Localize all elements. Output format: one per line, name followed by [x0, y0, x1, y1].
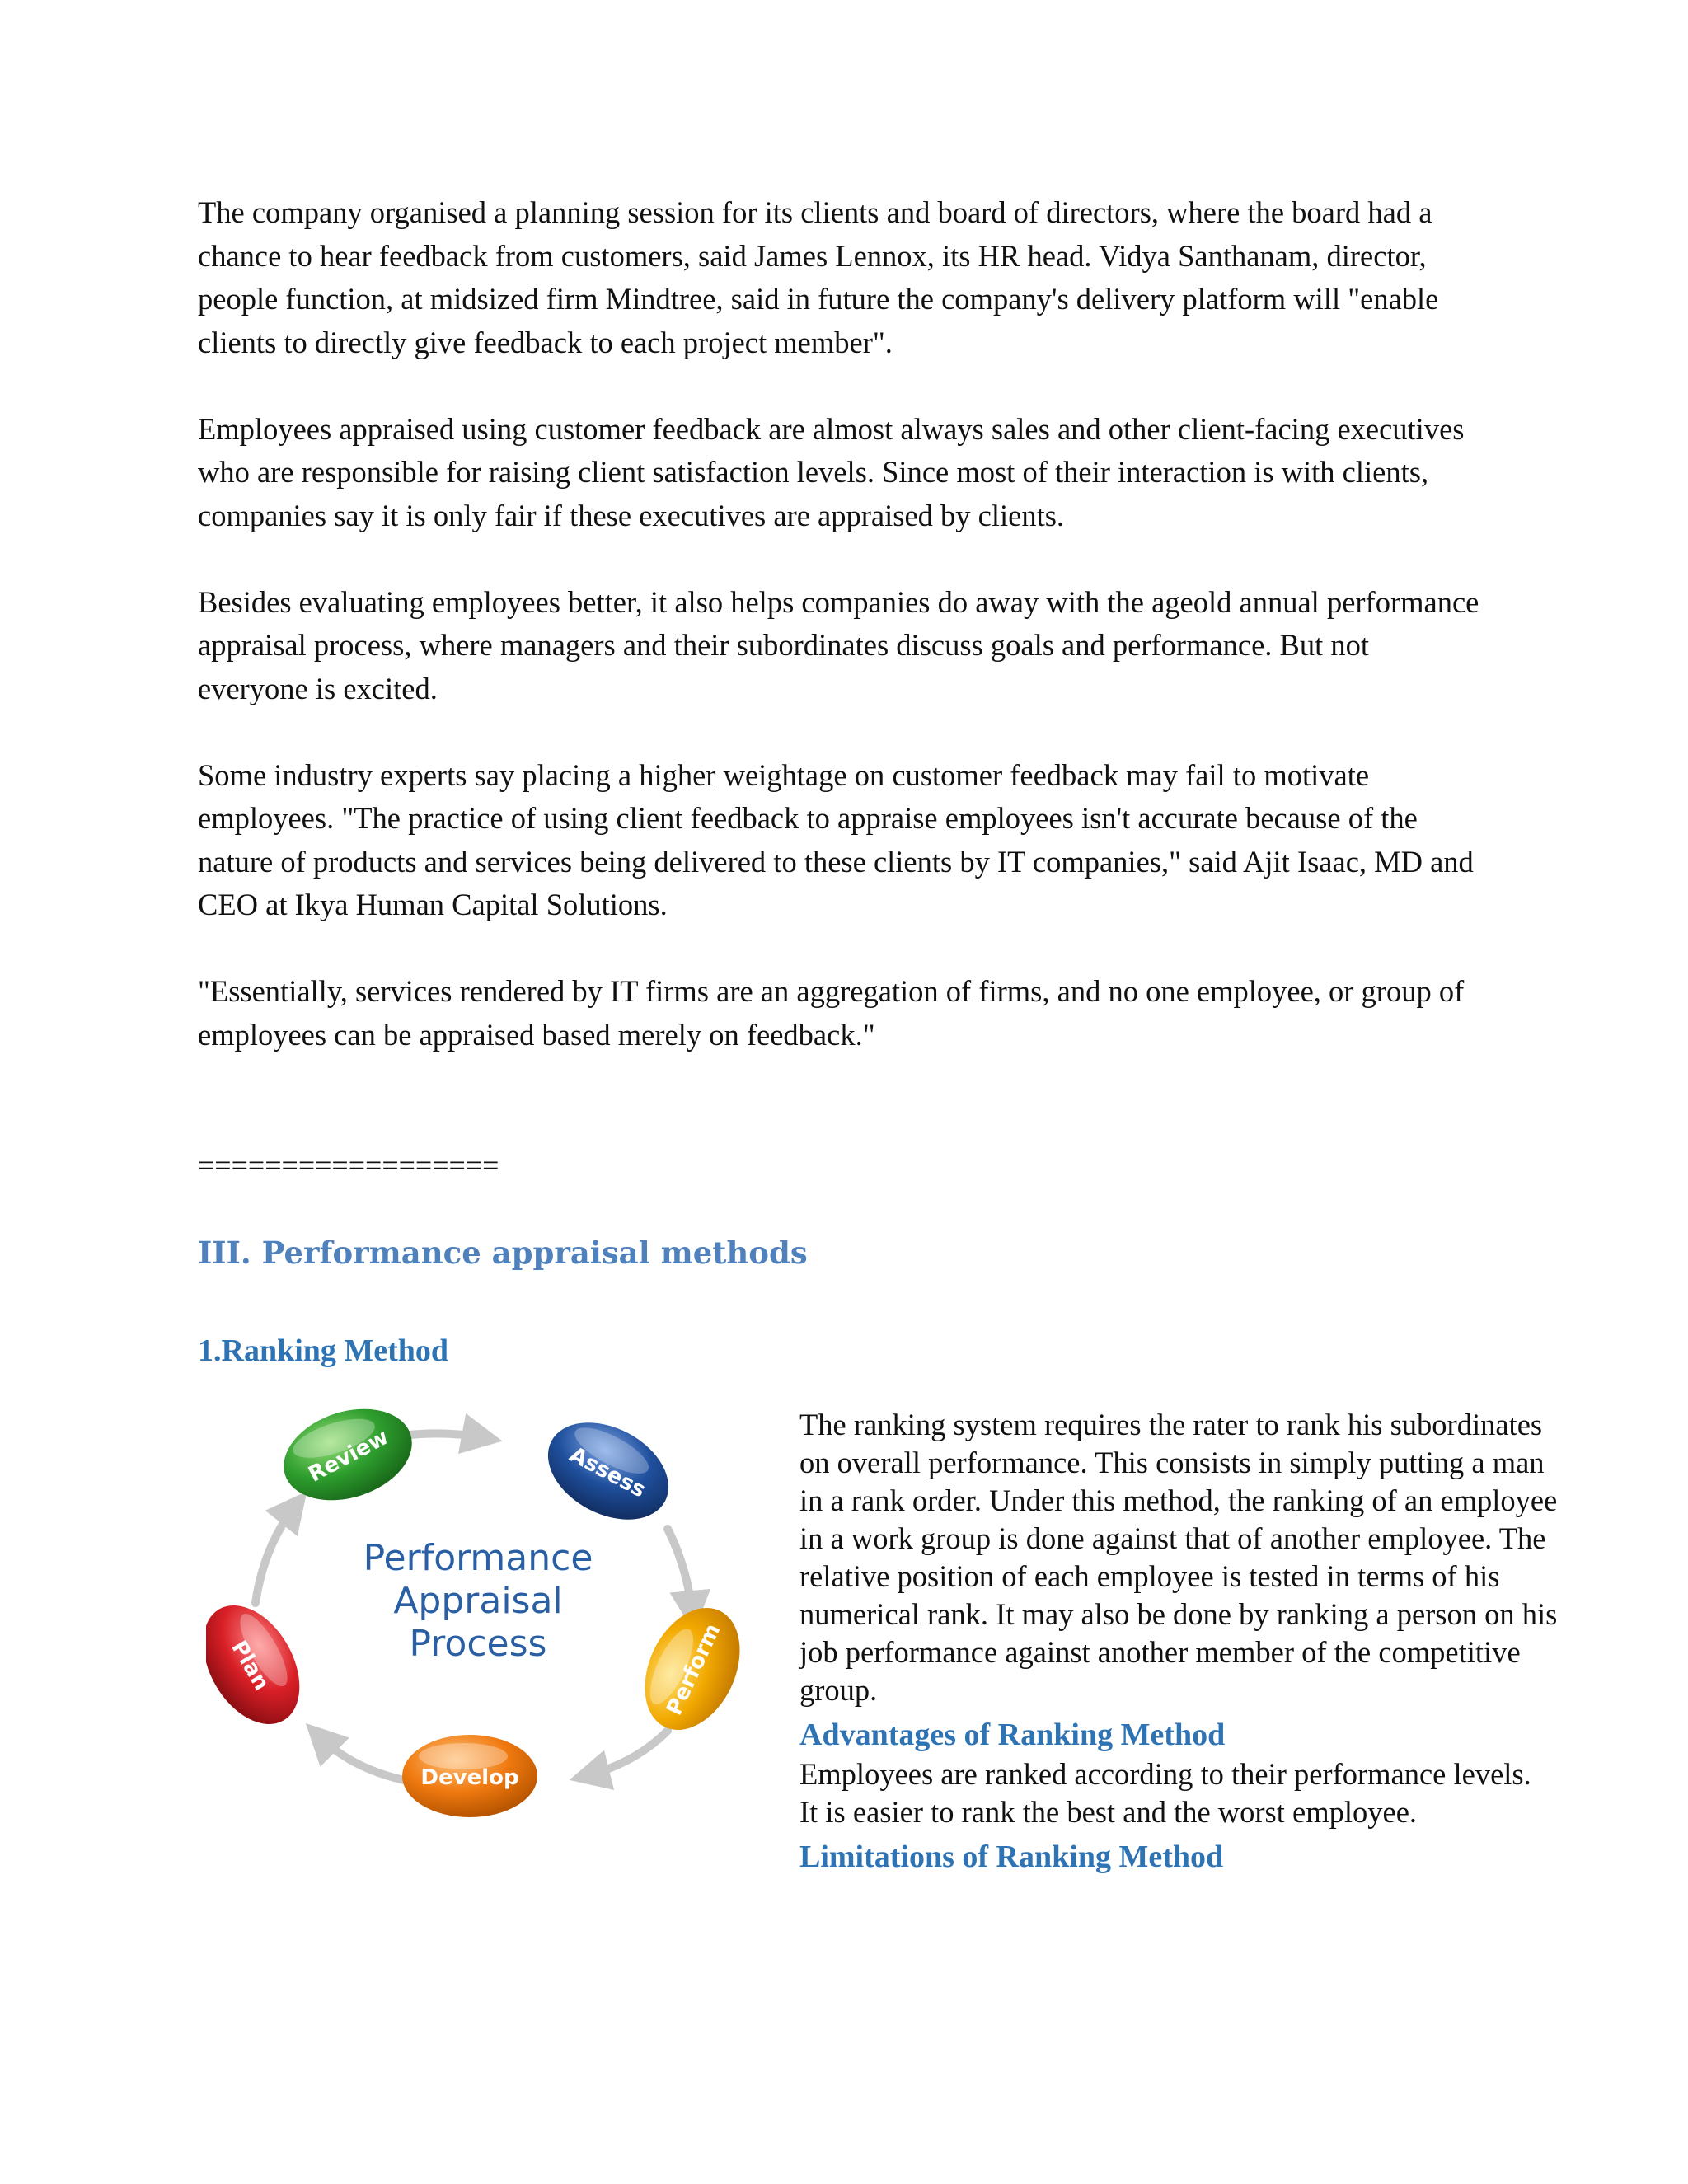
stage-develop	[402, 1735, 537, 1817]
arrow-plan-to-review	[256, 1504, 297, 1603]
performance-appraisal-cycle-diagram	[206, 1405, 767, 1817]
advantages-heading: Advantages of Ranking Method	[799, 1718, 1226, 1752]
center-line-1: Performance	[363, 1537, 593, 1579]
stage-plan-label: Plan	[226, 1636, 274, 1695]
paragraph-quote: "Essentially, services rendered by IT firms are an aggregation of firms, and no one employee, or group of employees can be appraised based merely on feedback."	[198, 974, 1465, 1052]
separator-line: ==================	[198, 1149, 499, 1182]
arrow-assess-to-perform	[668, 1529, 692, 1615]
advantage-item: It is easier to rank the best and the worst employee.	[799, 1795, 1418, 1829]
paragraph-benefits: Besides evaluating employees better, it also helps companies do away with the ageold annual performance appraisal process, where managers and their subordinates discuss goals and performance. But not everyone is excited.	[198, 584, 1479, 705]
stage-develop-label: Develop	[420, 1765, 519, 1790]
section-heading: III. Performance appraisal methods	[198, 1235, 808, 1271]
article-body	[198, 191, 1484, 1100]
ranking-description: The ranking system requires the rater to rank his subordinates on overall performance. This consists in simply putting a man in a rank order. Under this method, the ranking of an employee in a work group is done against that of another employee. The relative position of each employee is tested in terms of his numerical rank. It may also be done by ranking a person on his job performance against another member of the competitive group.	[799, 1408, 1558, 1707]
paragraph-expert-criticism: Some industry experts say placing a higher weightage on customer feedback may fail to motivate employees. "The practice of using client feedback to appraise employees isn't accurate because of the nature of products and services being delivered to these clients by IT companies," said Ajit Isaac, MD and CEO at Ikya Human Capital Solutions.	[198, 757, 1474, 921]
limitations-heading: Limitations of Ranking Method	[799, 1840, 1224, 1874]
advantage-item: Employees are ranked according to their performance levels.	[799, 1757, 1531, 1791]
diagram-center-title	[363, 1537, 593, 1665]
stage-assess-label: Assess	[565, 1442, 650, 1503]
stage-perform	[626, 1592, 758, 1745]
center-line-2: Appraisal	[393, 1580, 563, 1622]
stage-review	[272, 1405, 424, 1516]
ranking-method-heading: 1.Ranking Method	[198, 1333, 449, 1368]
arrow-perform-to-develop	[585, 1731, 668, 1776]
stage-review-label: Review	[304, 1424, 393, 1488]
ranking-method-details	[799, 1406, 1558, 1877]
arrow-develop-to-plan	[317, 1735, 404, 1780]
stage-plan	[206, 1588, 319, 1741]
paragraph-client-facing-employees: Employees appraised using customer feedback are almost always sales and other client-facing executives who are responsible for raising client satisfaction levels. Since most of their interaction is with clients, companies say it is only fair if these executives are appraised by clients.	[198, 411, 1465, 532]
stage-assess	[532, 1405, 686, 1540]
stage-perform-label: Perform	[662, 1619, 726, 1719]
paragraph-client-planning: The company organised a planning session for its clients and board of directors, where the board had a chance to hear feedback from customers, said James Lennox, its HR head. Vidya Santhanam, director, people function, at midsized firm Mindtree, said in future the company's delivery platform will "enable clients to directly give feedback to each project member".	[198, 195, 1439, 359]
center-line-3: Process	[409, 1623, 547, 1665]
